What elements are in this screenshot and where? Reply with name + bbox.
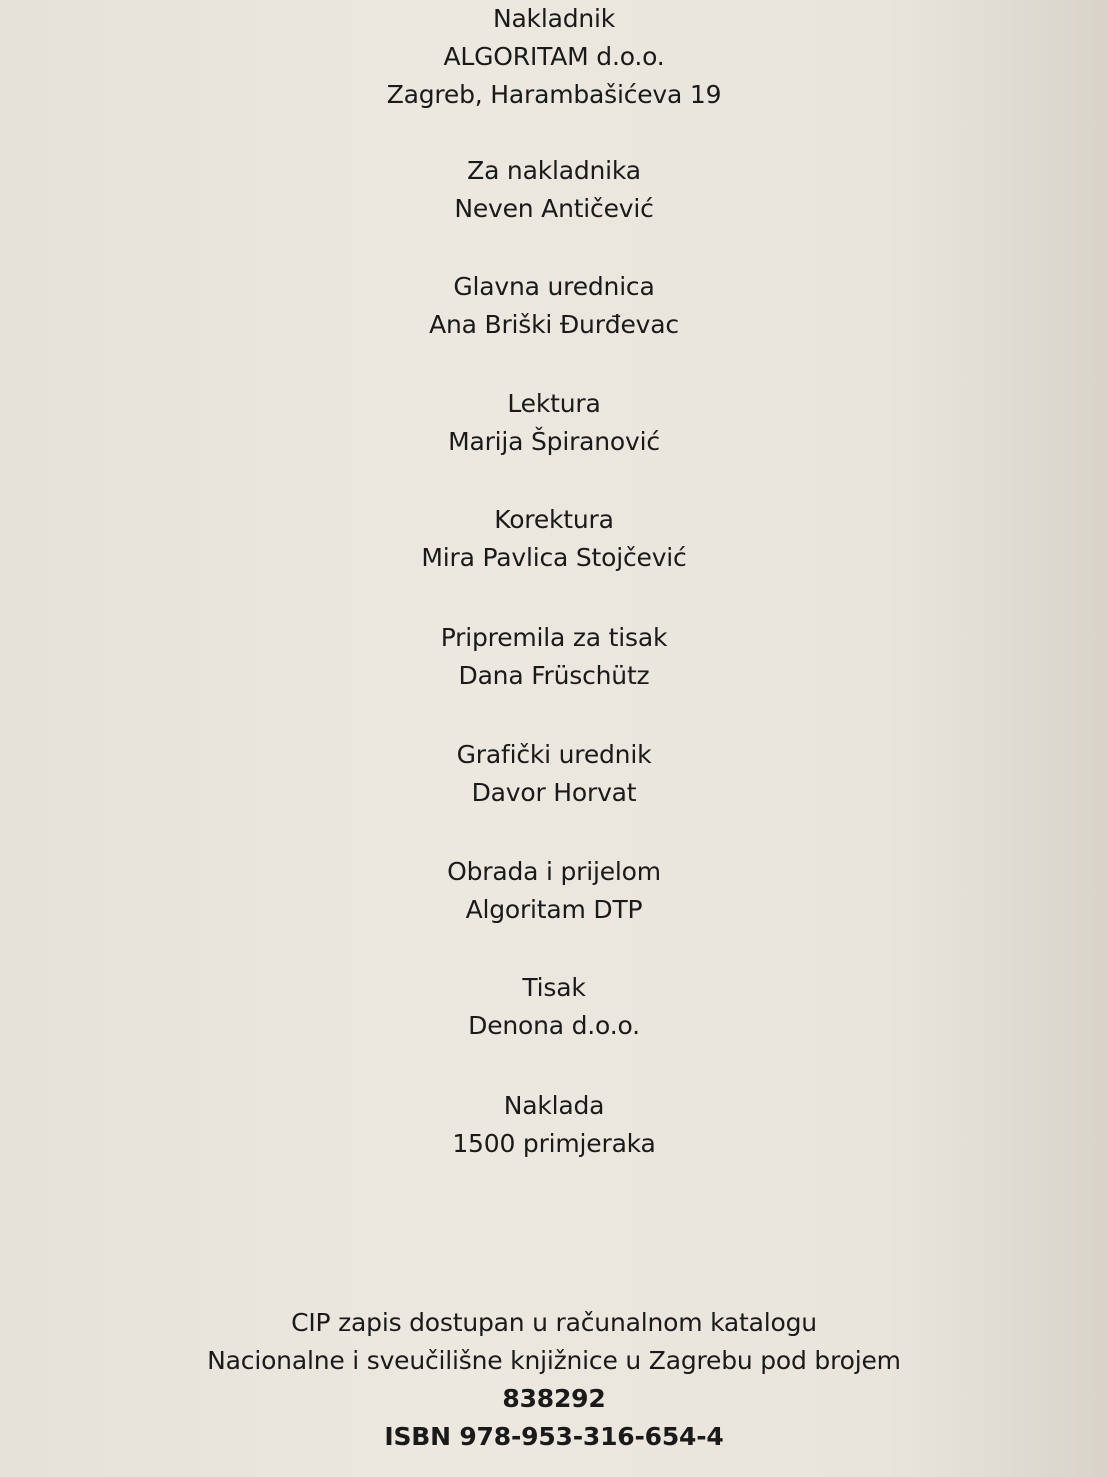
cip-number: 838292 <box>502 1384 606 1413</box>
edition-copies: 1500 primjeraka <box>452 1129 656 1158</box>
correction-name: Mira Pavlica Stojčević <box>421 543 687 572</box>
publisher-name: ALGORITAM d.o.o. <box>443 42 665 71</box>
proofreading-name: Marija Špiranović <box>448 427 660 456</box>
cip-block <box>0 1304 1108 1456</box>
for-publisher-heading: Za nakladnika <box>467 156 641 185</box>
graphic-editor-block <box>0 736 1108 812</box>
graphic-editor-name: Davor Horvat <box>471 778 637 807</box>
prepress-heading: Pripremila za tisak <box>440 623 668 652</box>
print-name: Denona d.o.o. <box>468 1011 640 1040</box>
chief-editor-heading: Glavna urednica <box>453 272 655 301</box>
edition-block <box>0 1087 1108 1163</box>
cip-line-2: Nacionalne i sveučilišne knjižnice u Zagrebu pod brojem <box>207 1346 901 1375</box>
publisher-block <box>0 0 1108 114</box>
isbn: ISBN 978-953-316-654-4 <box>384 1422 724 1451</box>
proofreading-block <box>0 385 1108 461</box>
layout-heading: Obrada i prijelom <box>447 857 661 886</box>
graphic-editor-heading: Grafički urednik <box>456 740 652 769</box>
for-publisher-block <box>0 152 1108 228</box>
prepress-name: Dana Früschütz <box>458 661 650 690</box>
print-heading: Tisak <box>522 973 586 1002</box>
proofreading-heading: Lektura <box>507 389 601 418</box>
prepress-block <box>0 619 1108 695</box>
publisher-heading: Nakladnik <box>492 4 616 33</box>
layout-block <box>0 853 1108 929</box>
cip-line-1: CIP zapis dostupan u računalnom katalogu <box>291 1308 817 1337</box>
layout-name: Algoritam DTP <box>465 895 643 924</box>
publisher-address: Zagreb, Harambašićeva 19 <box>386 80 722 109</box>
chief-editor-block <box>0 268 1108 344</box>
edition-heading: Naklada <box>503 1091 605 1120</box>
print-block <box>0 969 1108 1045</box>
chief-editor-name: Ana Briški Đurđevac <box>429 310 679 339</box>
for-publisher-name: Neven Antičević <box>454 194 654 223</box>
correction-block <box>0 501 1108 577</box>
correction-heading: Korektura <box>494 505 614 534</box>
